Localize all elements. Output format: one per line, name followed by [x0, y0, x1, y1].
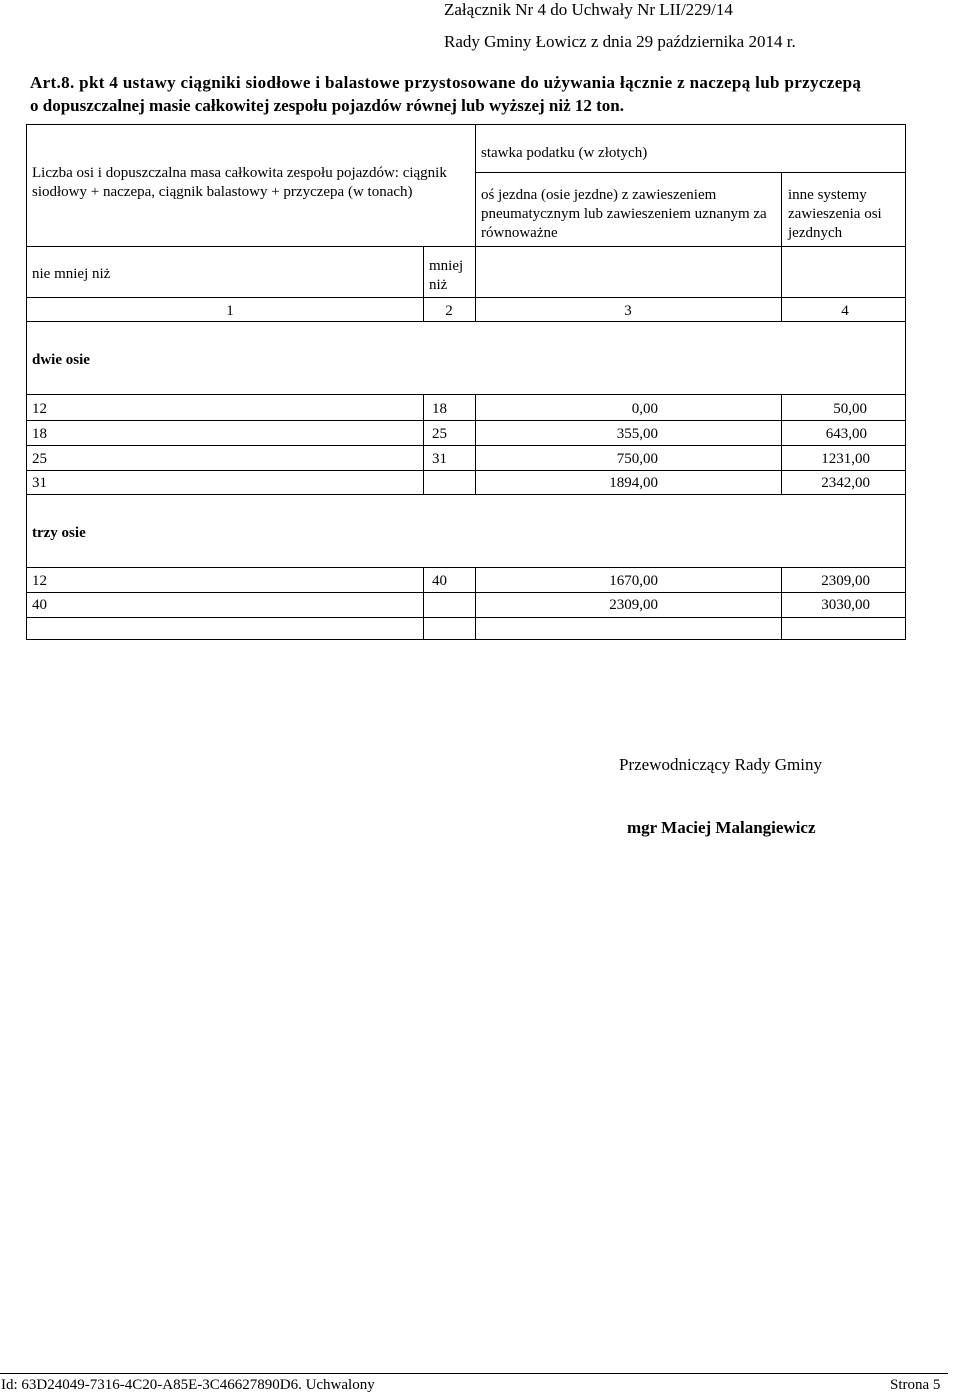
- document-id: Id: 63D24049-7316-4C20-A85E-3C46627890D6. Uchwalony: [1, 1377, 375, 1393]
- column-4-header: inne systemy zawieszenia osi jezdnych: [788, 187, 882, 241]
- attachment-title: Załącznik Nr 4 do Uchwały Nr LII/229/14: [444, 0, 733, 19]
- cell-rate-other: 50,00: [833, 401, 867, 417]
- cell-min: 18: [32, 426, 47, 442]
- section-title: trzy osie: [32, 525, 86, 541]
- footer-divider: [0, 1373, 948, 1374]
- article-line-1: Art.8. pkt 4 ustawy ciągniki siodłowe i balastowe przystosowane do używania łącznie z naczepą lub przyczepą: [30, 73, 862, 92]
- column-number: 1: [226, 303, 234, 319]
- column-number: 2: [445, 303, 453, 319]
- article-line-2: o dopuszczalnej masie całkowitej zespołu pojazdów równej lub wyższej niż 12 ton.: [30, 96, 625, 115]
- cell-rate-pneumatic: 355,00: [616, 426, 658, 442]
- cell-min: 12: [32, 573, 47, 589]
- cell-max: 40: [432, 573, 447, 589]
- cell-min: 12: [32, 401, 47, 417]
- signature-name: mgr Maciej Malangiewicz: [627, 818, 816, 837]
- cell-rate-pneumatic: 0,00: [631, 401, 658, 417]
- cell-max: 25: [432, 426, 447, 442]
- cell-rate-pneumatic: 750,00: [616, 451, 658, 467]
- cell-max: 18: [432, 401, 447, 417]
- column-number: 3: [624, 303, 632, 319]
- cell-max: 31: [432, 451, 447, 467]
- cell-min: 40: [32, 597, 47, 613]
- signature-role: Przewodniczący Rady Gminy: [619, 755, 822, 774]
- page-number: Strona 5: [890, 1377, 941, 1393]
- cell-rate-pneumatic: 1670,00: [609, 573, 658, 589]
- section-title: dwie osie: [32, 352, 90, 368]
- cell-min: 31: [32, 475, 47, 491]
- column-2-subheader: mniej niż: [429, 258, 464, 293]
- cell-rate-other: 3030,00: [821, 597, 870, 613]
- column-3-header: oś jezdna (osie jezdne) z zawieszeniem pneumatycznym lub zawieszeniem uznanym za równoważne: [481, 187, 767, 241]
- rate-header: stawka podatku (w złotych): [481, 145, 648, 161]
- attachment-subtitle: Rady Gminy Łowicz z dnia 29 października 2014 r.: [444, 32, 796, 51]
- cell-rate-other: 1231,00: [821, 451, 870, 467]
- cell-rate-other: 2342,00: [821, 475, 870, 491]
- cell-rate-pneumatic: 1894,00: [609, 475, 658, 491]
- cell-rate-other: 643,00: [825, 426, 867, 442]
- column-1-subheader: nie mniej niż: [32, 266, 111, 282]
- cell-min: 25: [32, 451, 47, 467]
- cell-rate-pneumatic: 2309,00: [609, 597, 658, 613]
- column-description-header: Liczba osi i dopuszczalna masa całkowita zespołu pojazdów: ciągnik siodłowy + naczepa, ciągnik balastowy + przyczepa (w tonach): [32, 165, 447, 200]
- column-number: 4: [841, 303, 849, 319]
- cell-rate-other: 2309,00: [821, 573, 870, 589]
